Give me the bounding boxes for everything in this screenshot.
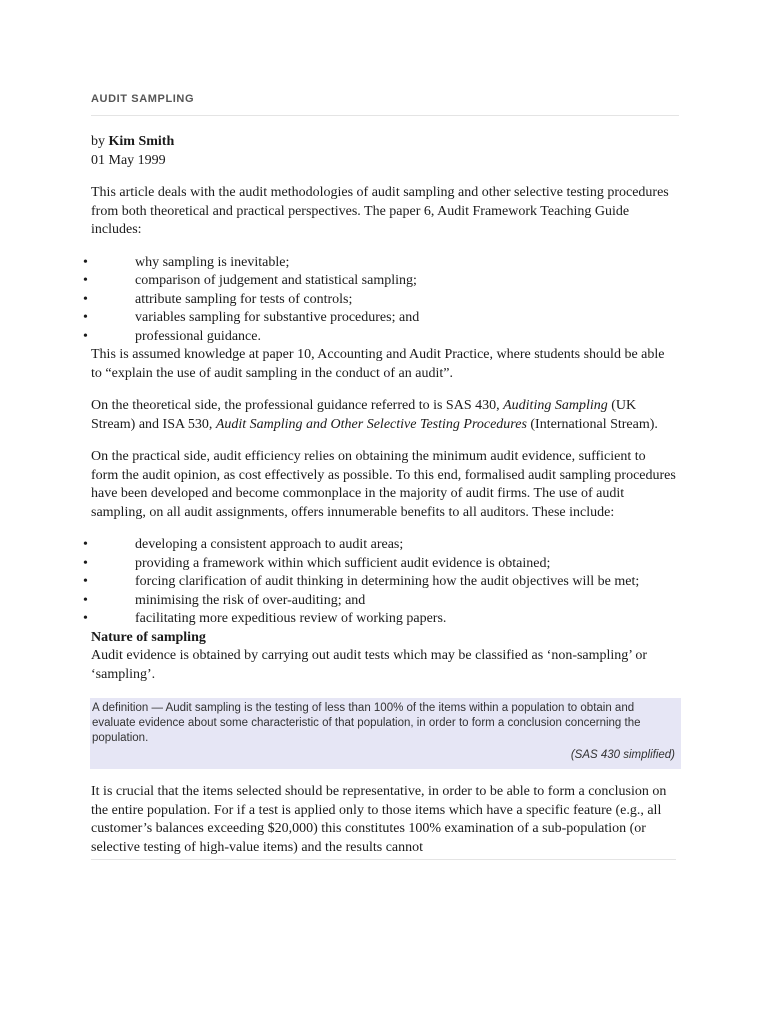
bullet-icon: • — [83, 273, 88, 288]
practical-paragraph: On the practical side, audit efficiency relies on obtaining the minimum audit evidence, sufficient to form the audit opinion, as cost effectively as possible. To this end, formalised audit sampling procedures have been developed and become commonplace in the majority of audit firms. The use of audit sampling, on all audit assignments, offers innumerable benefits to all auditors. These include: — [91, 449, 676, 520]
list-item: • why sampling is inevitable; — [91, 254, 676, 273]
definition-source: (SAS 430 simplified) — [570, 749, 675, 761]
list-item: • developing a consistent approach to audit areas; — [91, 536, 676, 555]
section-heading: Nature of sampling — [91, 629, 206, 645]
definition-text: A definition — Audit sampling is the testing of less than 100% of the items within a population to obtain and evaluate evidence about some characteristic of that population, in order to form a conclusion concerning the population. — [92, 702, 641, 744]
list-item: • variables sampling for substantive procedures; and — [91, 309, 676, 328]
sas-430-title: Auditing Sampling — [503, 398, 608, 413]
page-header — [91, 93, 679, 116]
bullet-icon: • — [83, 254, 88, 270]
nature-paragraph: Audit evidence is obtained by carrying out audit tests which may be classified as ‘non-sampling’ or ‘sampling’. — [91, 648, 648, 682]
list-item: • comparison of judgement and statistical sampling; — [91, 272, 676, 291]
list-item: • minimising the risk of over-auditing; and — [91, 592, 676, 611]
byline-prefix: by — [91, 134, 105, 149]
representative-paragraph: It is crucial that the items selected should be representative, in order to be able to form a conclusion on the entire population. For if a test is applied only to those items which have a specific feature (e.g., all customer’s balances exceeding $20,000) this constitutes 100% examination of a sub-population (or selective testing of high-value items) and the results cannot — [91, 784, 667, 855]
isa-530-title: Audit Sampling and Other Selective Testing Procedures — [215, 416, 527, 432]
definition-box — [90, 698, 681, 769]
byline — [91, 133, 676, 152]
theoretical-paragraph: On the theoretical side, the professional guidance referred to is SAS 430, Auditing Sampling (UK Stream) and ISA 530, Audit Sampling and Other Selective Testing Procedures (International Stream). — [91, 398, 658, 432]
bullet-icon: • — [83, 592, 88, 608]
article-body — [83, 133, 676, 860]
bullet-icon: • — [83, 537, 88, 552]
article-title: AUDIT SAMPLING — [91, 93, 195, 105]
bullet-icon: • — [83, 310, 88, 325]
publish-date: 01 May 1999 — [91, 152, 166, 168]
list-item: • attribute sampling for tests of controls; — [91, 291, 676, 310]
bullet-icon: • — [83, 574, 88, 589]
list-item: • facilitating more expeditious review of working papers. — [91, 610, 676, 629]
divider — [91, 859, 676, 860]
bullet-icon: • — [83, 555, 88, 571]
bullet-icon: • — [83, 328, 88, 344]
intro-paragraph: This article deals with the audit methodologies of audit sampling and other selective testing procedures from both theoretical and practical perspectives. The paper 6, Audit Framework Teaching Guide includes: — [91, 185, 669, 237]
guide-list — [83, 254, 676, 347]
author-name: Kim Smith — [108, 134, 175, 149]
benefits-list — [83, 536, 676, 629]
bullet-icon: • — [83, 291, 88, 307]
list-item: • professional guidance. — [91, 328, 676, 347]
bullet-icon: • — [83, 611, 88, 626]
list-item: • providing a framework within which sufficient audit evidence is obtained; — [91, 555, 676, 574]
list-item: • forcing clarification of audit thinking in determining how the audit objectives will be met; — [91, 573, 676, 592]
assumed-knowledge-paragraph: This is assumed knowledge at paper 10, Accounting and Audit Practice, where students should be able to “explain the use of audit sampling in the conduct of an audit”. — [91, 347, 665, 381]
